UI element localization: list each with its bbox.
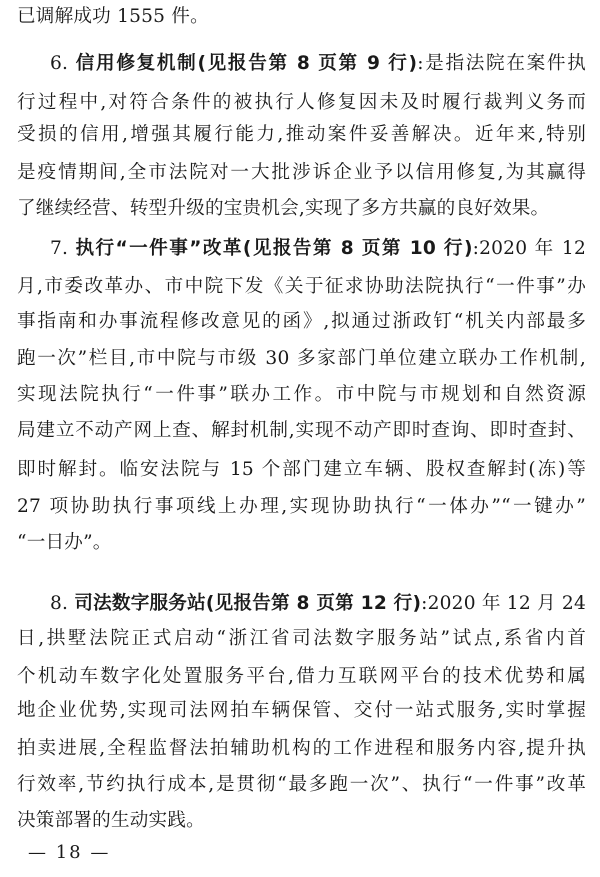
- section-8-line: 拍卖进展,全程监督法拍辅助机构的工作进程和服务内容,提升执: [17, 738, 586, 759]
- section-7-line: 即时解封。临安法院与 15 个部门建立车辆、股权查解封(冻)等: [17, 459, 586, 480]
- section-7-line: 实现法院执行“一件事”联办工作。市中院与市规划和自然资源: [17, 384, 586, 405]
- section-6-colon: :: [417, 53, 424, 74]
- section-7-first-line: [50, 236, 586, 262]
- section-8-line: 决策部署的生动实践。: [17, 810, 205, 831]
- section-8-heading: 司法数字服务站(见报告第 8 页第 12 行): [74, 593, 422, 614]
- section-6-line: 了继续经营、转型升级的宝贵机会,实现了多方共赢的良好效果。: [17, 198, 550, 219]
- section-8-line: 个机动车数字化处置服务平台,借力互联网平台的技术优势和属: [17, 666, 586, 687]
- section-7-line: 局建立不动产网上查、解封机制,实现不动产即时查询、即时查封、: [17, 420, 586, 441]
- section-7-line: 27 项协助执行事项线上办理,实现协助执行“一体办”“一键办”: [17, 496, 586, 517]
- section-6-line: 受损的信用,增强其履行能力,推动案件妥善解决。近年来,特别: [17, 124, 586, 145]
- section-6-text: 是指法院在案件执: [423, 53, 586, 74]
- section-7-line: “一日办”。: [17, 532, 112, 553]
- section-7-colon: :: [472, 238, 480, 259]
- section-7-line: 事指南和办事流程修改意见的函》,拟通过浙政钉“机关内部最多: [17, 311, 586, 332]
- section-8-number: 8.: [50, 593, 69, 614]
- section-8-text: 2020 年 12 月 24: [427, 593, 586, 614]
- section-8-line: 日,拱墅法院正式启动“浙江省司法数字服务站”试点,系省内首: [17, 628, 586, 649]
- section-7-heading: 执行“一件事”改革(见报告第 8 页第 10 行): [75, 238, 473, 259]
- section-8-line: 地企业优势,实现司法网拍车辆保管、交付一站式服务,实时掌握: [17, 700, 586, 721]
- section-7-number: 7.: [50, 238, 69, 259]
- section-8-line: 行效率,节约执行成本,是贯彻“最多跑一次”、执行“一件事”改革: [17, 774, 586, 795]
- section-8-colon: :: [421, 593, 428, 614]
- section-6-number: 6.: [50, 53, 69, 74]
- section-6-heading: 信用修复机制(见报告第 8 页第 9 行): [75, 53, 418, 74]
- section-6-first-line: [50, 51, 586, 77]
- section-6-line: 是疫情期间,全市法院对一大批涉诉企业予以信用修复,为其赢得: [17, 162, 586, 183]
- section-7-text: 2020 年 12: [479, 238, 586, 259]
- section-6-line: 行过程中,对符合条件的被执行人修复因未及时履行裁判义务而: [17, 92, 586, 113]
- top-line: 已调解成功 1555 件。: [17, 6, 209, 27]
- section-8-first-line: [50, 591, 586, 617]
- section-7-line: 月,市委改革办、市中院下发《关于征求协助法院执行“一件事”办: [17, 276, 586, 297]
- section-7-line: 跑一次”栏目,市中院与市级 30 多家部门单位建立联办工作机制,: [17, 348, 586, 369]
- page-number: — 18 —: [28, 842, 111, 863]
